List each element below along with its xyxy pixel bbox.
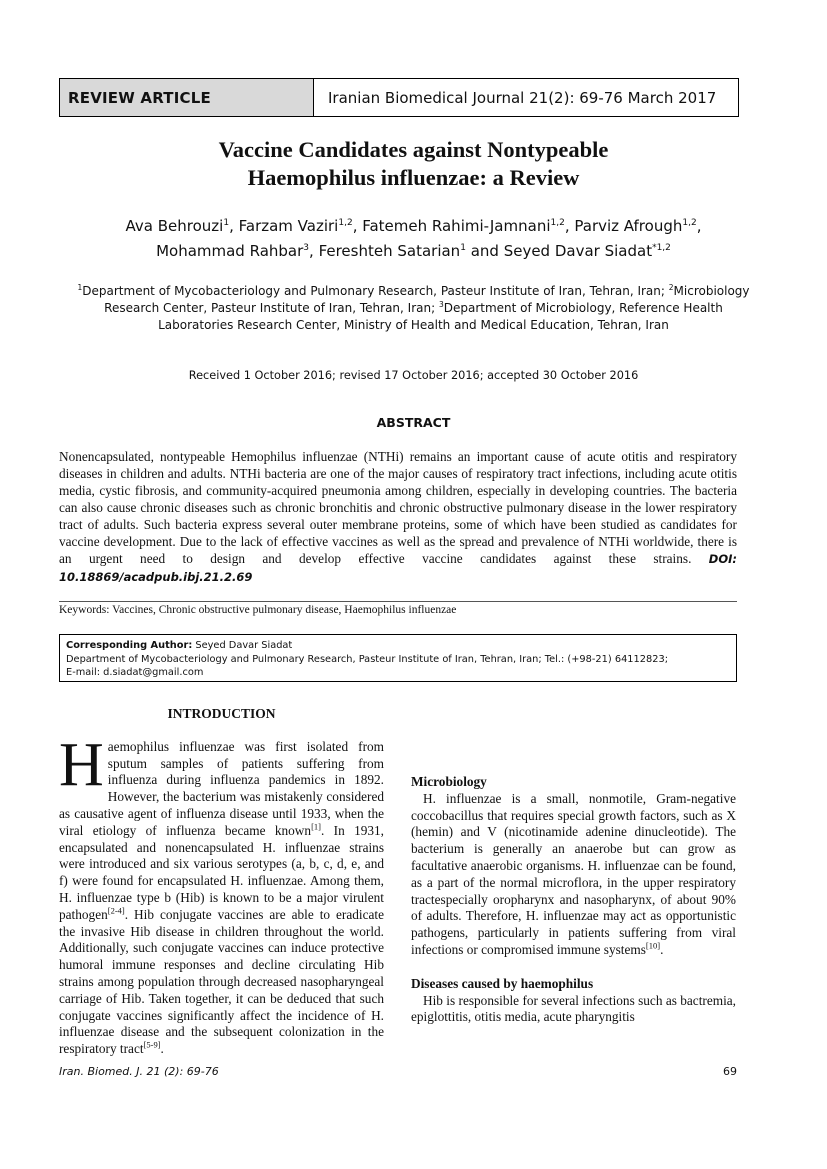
microbiology-heading: Microbiology xyxy=(411,774,487,789)
paragraph-text: . In 1931, encapsulated and nonencapsulated H. influenzae strains were introduced and six various serotypes (a, b, c, d, e, and f) were found for encapsulated H. influenzae. Among them, H. influenzae type b (Hib) is known to be a major virulent pathogen xyxy=(59,822,385,922)
author: Fereshteh Satarian xyxy=(318,242,461,260)
author-affiliation-mark: 1 xyxy=(460,243,466,253)
corresponding-label: Corresponding Author: xyxy=(66,640,193,651)
author: Mohammad Rahbar xyxy=(156,242,304,260)
title-line-1: Vaccine Candidates against Nontypeable xyxy=(218,137,609,162)
introduction-paragraph xyxy=(59,730,385,1058)
journal-citation: Iranian Biomedical Journal 21(2): 69-76 March 2017 xyxy=(328,88,717,107)
abstract-text: Nonencapsulated, nontypeable Hemophilus influenzae (NTHi) remains an important cause of acute otitis and respiratory diseases in children and adults. NTHi bacteria are one of the major causes of respiratory tract infections, including acute otitis media, cystic fibrosis, and community-acquired pneumonia among children, especially in developing countries. The bacteria can also cause chronic diseases such as chronic bronchitis and chronic obstructive pulmonary disease in the lower respiratory tract of adults. Such bacteria express several outer membrane proteins, some of which have been studied as candidates for vaccine development. Due to the lack of effective vaccines as well as the spread and prevalence of NTHi worldwide, there is an urgent need to design and develop effective vaccine candidates against these strains. xyxy=(59,449,737,566)
affiliation-mark: 3 xyxy=(438,300,444,309)
article-header xyxy=(59,78,739,117)
author: Farzam Vaziri xyxy=(238,217,339,235)
body-column-right xyxy=(411,706,736,707)
paragraph-text: . xyxy=(160,1041,164,1057)
author-affiliation-mark: *1,2 xyxy=(652,243,671,253)
keywords: Keywords: Vaccines, Chronic obstructive pulmonary disease, Haemophilus influenzae xyxy=(59,604,457,616)
affiliation: Department of Mycobacteriology and Pulmonary Research, Pasteur Institute of Iran, Tehran, Iran; xyxy=(82,284,665,298)
abstract-body xyxy=(59,448,737,586)
doi-link[interactable]: DOI: 10.18869/acadpub.ibj.21.2.69 xyxy=(59,552,737,584)
author-affiliation-mark: 3 xyxy=(303,243,310,253)
divider xyxy=(59,601,737,602)
received-dates: Received 1 October 2016; revised 17 October 2016; accepted 30 October 2016 xyxy=(188,369,639,382)
paragraph-text: H. influenzae is a small, nonmotile, Gram-negative coccobacillus that requires special growth factors, such as X (hemin) and V (nicotinamide adenine dinucleotide). The bacterium is generally an anaerobe but can grow as facultative anaerobic organisms. H. influenzae can be found, as a part of the normal microflora, in the upper respiratory tractespecially oropharynx and nasopharynx, of about 90% of adults. Therefore, H. influenzae may act as opportunistic pathogens, particularly in patients suffering from viral infections or compromised immune systems xyxy=(411,790,736,957)
author-affiliation-mark: 1,2 xyxy=(682,218,697,228)
corresponding-author-box xyxy=(59,634,737,682)
paragraph-text: . Hib conjugate vaccines are able to eradicate the invasive Hib disease in children throughout the world. Additionally, such conjugate vaccines can induce protective humoral immune responses and decline circulating Hib strains among population through decreased nasopharyngeal carriage of Hib. Taken together, it can be deduced that such conjugate vaccines significantly affect the incidence of H. influenzae disease and the subsequent colonization in the respiratory tract xyxy=(59,906,384,1057)
drop-cap: H xyxy=(59,730,104,799)
affiliation: Laboratories Research Center, Ministry of Health and Medical Education, Tehran, Iran xyxy=(158,318,669,332)
body-column-left xyxy=(59,706,384,1058)
author: Seyed Davar Siadat xyxy=(503,242,653,260)
author-list: Ava Behrouzi$^1$, Farzam Vaziri$^{1,2}$, Fatemeh Rahimi-Jamnani$^{1,2}$, Parviz Afrough$^{1,2}$, Mohammad Rahbar$^3$, Fereshteh Satarian$^1$ and Seyed Davar Siadat$^{*1,2}$ xyxy=(125,217,702,260)
corresponding-name: Seyed Davar Siadat xyxy=(195,640,293,651)
footer-citation: Iran. Biomed. J. 21 (2): 69-76 xyxy=(59,1065,219,1078)
article-type: REVIEW ARTICLE xyxy=(60,79,314,116)
corresponding-address: Department of Mycobacteriology and Pulmonary Research, Pasteur Institute of Iran, Tehran, Iran; Tel.: (+98-21) 64112823; xyxy=(66,653,668,665)
author-affiliation-mark: 1 xyxy=(223,218,230,228)
microbiology-paragraph xyxy=(411,791,736,959)
citation-ref[interactable]: [1] xyxy=(311,821,321,832)
paper-title xyxy=(0,136,827,192)
affiliation: Research Center, Pasteur Institute of Iran, Tehran, Iran; xyxy=(104,301,436,315)
citation-ref[interactable]: [5-9] xyxy=(143,1039,161,1050)
paragraph-text: . xyxy=(660,941,664,957)
author-affiliation-mark: 1,2 xyxy=(550,218,565,228)
citation-ref[interactable]: [2-4] xyxy=(107,905,125,916)
citation-ref[interactable]: [10] xyxy=(645,940,661,951)
affiliation: Department of Microbiology, Reference Health xyxy=(443,301,723,315)
corresponding-email[interactable]: E-mail: d.siadat@gmail.com xyxy=(66,667,204,678)
author-affiliation-mark: 1,2 xyxy=(338,218,353,228)
affiliation-mark: 1 xyxy=(77,283,83,292)
introduction-heading: INTRODUCTION xyxy=(167,706,276,721)
diseases-heading: Diseases caused by haemophilus xyxy=(411,975,594,991)
abstract-heading: ABSTRACT xyxy=(376,415,451,430)
body-column-right-content xyxy=(411,774,736,1026)
author: Fatemeh Rahimi-Jamnani xyxy=(362,217,551,235)
page-number: 69 xyxy=(723,1065,737,1078)
affiliation-mark: 2 xyxy=(668,283,674,292)
affiliation: Microbiology xyxy=(673,284,750,298)
title-line-2: Haemophilus influenzae: a Review xyxy=(247,165,580,190)
paragraph-text: aemophilus influenzae was first isolated from sputum samples of patients suffering from influenza during influenza pandemics in 1892. However, the bacterium was mistakenly considered as causative agent of influenza disease until 1933, when the viral etiology of influenza became known xyxy=(59,738,384,838)
author: Ava Behrouzi xyxy=(125,217,224,235)
diseases-paragraph: Hib is responsible for several infections such as bactremia, epiglottitis, otitis media, acute pharyngitis xyxy=(411,992,736,1025)
affiliations xyxy=(0,283,827,334)
author: Parviz Afrough xyxy=(574,217,683,235)
